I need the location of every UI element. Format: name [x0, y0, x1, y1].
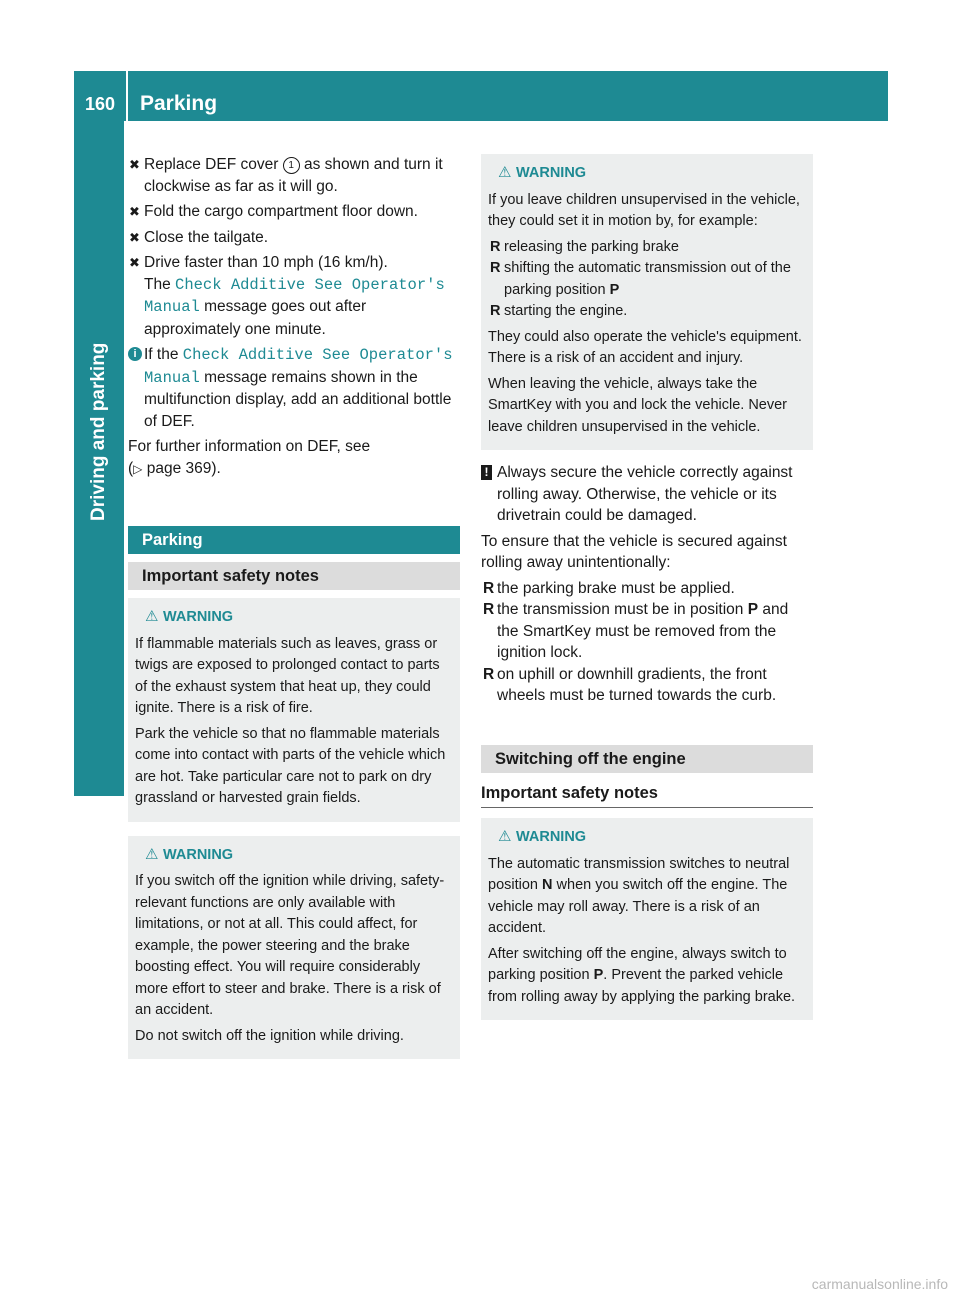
step-close-tailgate	[128, 227, 460, 249]
side-tab-label: Driving and parking	[88, 342, 109, 521]
step-replace-cover	[128, 154, 460, 197]
right-column	[481, 154, 813, 1020]
gear-position: P	[747, 601, 759, 618]
section-title-parking: Parking	[128, 526, 460, 554]
warning-label: WARNING	[516, 165, 587, 181]
info-text: message remains shown in the multifunction display, add an additional bottle of DEF.	[144, 368, 452, 430]
info-text: If the	[144, 346, 183, 363]
step-drive-faster	[128, 252, 460, 340]
bullet-item	[481, 599, 813, 664]
warning-triangle-icon: ⚠	[498, 828, 512, 845]
warning-text: If flammable materials such as leaves, grass or twigs are exposed to prolonged contact to parts of the exhaust system that heat up, they could ignite. There is a risk of fire.	[135, 635, 440, 716]
warning-box-children	[481, 154, 813, 450]
bullet-item	[481, 664, 813, 707]
notice-damage	[481, 462, 813, 527]
warning-box-engine-off	[481, 818, 813, 1020]
step-text: Drive faster than 10 mph (16 km/h).	[144, 254, 388, 271]
bullet-icon: R	[490, 238, 501, 255]
display-message: Check Additive See Operator's Manual	[144, 346, 453, 387]
bullet-text: starting the engine.	[504, 303, 628, 319]
warning-text: When leaving the vehicle, always take the SmartKey with you and lock the vehicle. Never leave children unsupervised in the vehicle.	[488, 375, 787, 435]
warning-triangle-icon: ⚠	[145, 845, 159, 863]
bullet-icon: R	[483, 601, 495, 618]
warning-heading	[135, 844, 453, 867]
display-message: Check Additive See Operator's Manual	[144, 275, 445, 316]
warning-triangle-icon: ⚠	[145, 608, 159, 625]
bullet-item	[488, 237, 806, 259]
warning-text: If you switch off the ignition while driving, safety-relevant functions are only available with limitations, or not at all. This could affect, for example, the power steering and the brake boosting effect. You will require considerably more effort to steer and brake. There is a risk of an accident.	[135, 873, 445, 1018]
callout-1: 1	[283, 157, 300, 174]
warning-text-part: After switching off the engine, always switch to parking position	[488, 945, 787, 983]
page-ref-text: (	[128, 459, 134, 477]
warning-text: Park the vehicle so that no flammable materials come into contact with parts of the vehicle which are hot. Take particular care not to park on dry grassland or harvested grain fields.	[135, 725, 446, 806]
page-number: 160	[84, 94, 116, 114]
bullet-icon: R	[483, 665, 495, 683]
step-text: Close the tailgate.	[144, 228, 269, 246]
bullet-text: the parking brake must be applied.	[497, 579, 735, 597]
step-text: as shown and turn it clockwise as far as it will go.	[144, 156, 443, 195]
watermark: carmanualsonline.info	[811, 1276, 948, 1292]
warning-label: WARNING	[163, 846, 234, 863]
further-info	[128, 436, 460, 480]
exclamation-icon: !	[481, 465, 492, 480]
warning-text: They could also operate the vehicle's equipment. There is a risk of an accident and injury.	[488, 328, 802, 366]
warning-text: If you leave children unsupervised in the vehicle, they could set it in motion by, for example:	[488, 191, 800, 229]
further-info-text: For further information on DEF, see	[128, 438, 371, 455]
warning-triangle-icon: ⚠	[498, 164, 512, 181]
safety-heading: Important safety notes	[481, 783, 813, 809]
bullet-text: on uphill or downhill gradients, the front wheels must be turned towards the curb.	[497, 665, 777, 704]
gear-position: P	[593, 967, 604, 983]
step-arrow-icon: ✖	[129, 255, 140, 270]
step-arrow-icon: ✖	[129, 229, 140, 245]
warning-text-part: when you switch off the engine. The vehicle may roll away. There is a risk of an accident.	[488, 877, 788, 936]
warning-label: WARNING	[516, 829, 587, 845]
warning-box-fire	[128, 598, 460, 822]
header-divider	[126, 71, 128, 121]
page-ref-icon: ▷	[133, 461, 143, 476]
page-ref-link[interactable]: page 369).	[142, 459, 221, 477]
side-tab-lower	[74, 531, 124, 796]
step-arrow-icon: ✖	[129, 204, 140, 219]
bullet-icon: R	[490, 303, 501, 319]
warning-heading	[135, 606, 453, 629]
step-text: Fold the cargo compartment floor down.	[144, 203, 418, 220]
bullet-icon: R	[483, 579, 495, 597]
warning-label: WARNING	[163, 609, 234, 625]
info-icon: i	[128, 347, 142, 361]
left-column	[128, 154, 460, 1059]
warning-text-part: The automatic transmission switches to neutral position	[488, 855, 790, 893]
step-text: message goes out after approximately one minute.	[144, 298, 367, 338]
info-note	[128, 344, 460, 432]
warning-text: Do not switch off the ignition while driving.	[135, 1027, 404, 1044]
bullet-item	[481, 578, 813, 600]
bullet-text: the transmission must be in position	[497, 601, 748, 618]
warning-heading	[488, 162, 806, 185]
bullet-item	[488, 301, 806, 323]
step-arrow-icon: ✖	[129, 157, 140, 172]
warning-text	[488, 944, 806, 1009]
bullet-item	[488, 258, 806, 301]
step-fold-floor	[128, 201, 460, 223]
subsection-title-switching-off: Switching off the engine	[481, 745, 813, 773]
warning-heading	[488, 826, 806, 849]
bullet-text: and the SmartKey must be removed from the ignition lock.	[497, 601, 789, 661]
bullet-text: releasing the parking brake	[504, 238, 679, 255]
gear-position: N	[542, 877, 553, 893]
warning-text-part: . Prevent the parked vehicle from rolling away by applying the parking brake.	[488, 967, 796, 1005]
bullet-text: shifting the automatic transmission out of the parking position	[504, 260, 791, 298]
subsection-title-safety: Important safety notes	[128, 562, 460, 590]
step-text: The	[144, 275, 176, 293]
notice-text: Always secure the vehicle correctly against rolling away. Otherwise, the vehicle or its drivetrain could be damaged.	[497, 464, 793, 524]
step-text: Replace DEF cover	[144, 156, 283, 173]
warning-box-ignition	[128, 836, 460, 1060]
secure-intro: To ensure that the vehicle is secured against rolling away unintentionally:	[481, 532, 787, 571]
page-title: Parking	[140, 92, 218, 115]
bullet-icon: R	[490, 260, 501, 276]
warning-text	[488, 854, 806, 940]
gear-position: P	[609, 281, 620, 298]
